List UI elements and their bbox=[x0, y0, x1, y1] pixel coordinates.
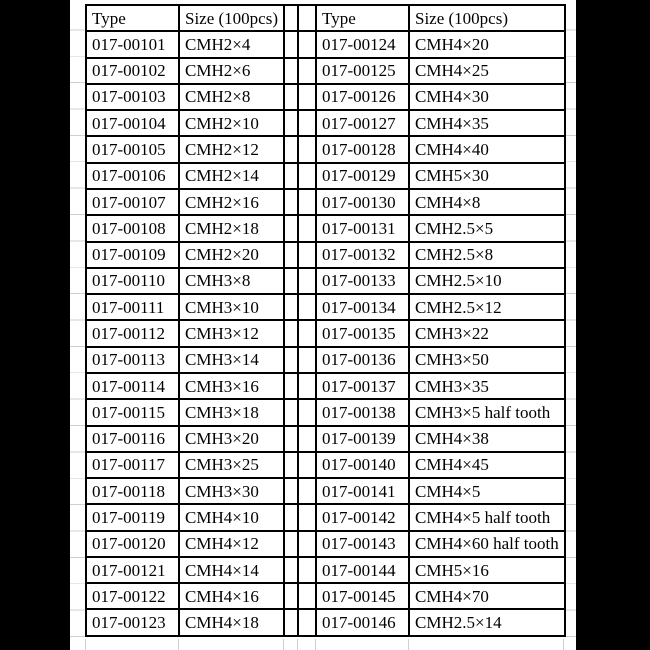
gap-cell bbox=[284, 504, 298, 530]
right-type-cell: 017-00138 bbox=[316, 399, 409, 425]
right-size-cell: CMH3×50 bbox=[409, 347, 565, 373]
right-size-cell: CMH4×40 bbox=[409, 136, 565, 162]
gap-cell bbox=[284, 215, 298, 241]
right-type-cell: 017-00141 bbox=[316, 478, 409, 504]
left-size-cell: CMH3×25 bbox=[179, 452, 284, 478]
left-size-cell: CMH2×18 bbox=[179, 215, 284, 241]
left-type-cell: 017-00104 bbox=[86, 110, 179, 136]
right-type-cell: 017-00132 bbox=[316, 242, 409, 268]
table-row bbox=[86, 242, 565, 268]
left-type-cell: 017-00108 bbox=[86, 215, 179, 241]
left-size-cell: CMH2×12 bbox=[179, 136, 284, 162]
gap-cell bbox=[298, 268, 316, 294]
left-black-bar bbox=[0, 0, 70, 650]
gap-cell bbox=[284, 31, 298, 57]
right-size-cell: CMH2.5×5 bbox=[409, 215, 565, 241]
left-type-cell: 017-00113 bbox=[86, 347, 179, 373]
left-size-cell: CMH2×20 bbox=[179, 242, 284, 268]
table-row bbox=[86, 583, 565, 609]
right-black-bar bbox=[576, 0, 650, 650]
gap-cell bbox=[284, 531, 298, 557]
gap-cell bbox=[298, 531, 316, 557]
gap-cell bbox=[284, 242, 298, 268]
gap-cell bbox=[298, 215, 316, 241]
gap-cell bbox=[298, 373, 316, 399]
table-row bbox=[86, 609, 565, 636]
table-row bbox=[86, 294, 565, 320]
left-type-cell: 017-00110 bbox=[86, 268, 179, 294]
gap-cell bbox=[284, 373, 298, 399]
left-size-cell: CMH3×12 bbox=[179, 320, 284, 346]
left-size-cell: CMH4×16 bbox=[179, 583, 284, 609]
right-type-cell: 017-00140 bbox=[316, 452, 409, 478]
right-type-cell: 017-00133 bbox=[316, 268, 409, 294]
gap-cell bbox=[284, 426, 298, 452]
left-size-cell: CMH2×6 bbox=[179, 58, 284, 84]
left-type-cell: 017-00105 bbox=[86, 136, 179, 162]
right-size-cell: CMH5×30 bbox=[409, 163, 565, 189]
product-spec-table bbox=[85, 4, 566, 637]
left-type-cell: 017-00114 bbox=[86, 373, 179, 399]
left-size-cell: CMH3×8 bbox=[179, 268, 284, 294]
gap-cell bbox=[284, 557, 298, 583]
left-type-cell: 017-00103 bbox=[86, 84, 179, 110]
left-size-cell: CMH2×8 bbox=[179, 84, 284, 110]
left-size-cell: CMH2×10 bbox=[179, 110, 284, 136]
left-type-cell: 017-00101 bbox=[86, 31, 179, 57]
gap-cell bbox=[284, 399, 298, 425]
right-type-cell: 017-00126 bbox=[316, 84, 409, 110]
gap-cell bbox=[284, 347, 298, 373]
right-type-header: Type bbox=[316, 5, 409, 31]
gap-cell bbox=[298, 452, 316, 478]
table-row bbox=[86, 84, 565, 110]
gap-header-cell bbox=[298, 5, 316, 31]
left-size-cell: CMH4×18 bbox=[179, 609, 284, 636]
right-type-cell: 017-00142 bbox=[316, 504, 409, 530]
gap-cell bbox=[298, 136, 316, 162]
right-size-cell: CMH5×16 bbox=[409, 557, 565, 583]
left-size-cell: CMH3×20 bbox=[179, 426, 284, 452]
gap-cell bbox=[298, 347, 316, 373]
table-row bbox=[86, 215, 565, 241]
gap-cell bbox=[298, 189, 316, 215]
gap-cell bbox=[284, 320, 298, 346]
right-type-cell: 017-00135 bbox=[316, 320, 409, 346]
left-type-cell: 017-00115 bbox=[86, 399, 179, 425]
left-type-cell: 017-00107 bbox=[86, 189, 179, 215]
gap-header-cell bbox=[284, 5, 298, 31]
right-size-cell: CMH4×5 bbox=[409, 478, 565, 504]
right-size-cell: CMH4×8 bbox=[409, 189, 565, 215]
table-row bbox=[86, 189, 565, 215]
bottom-margin-gridlines bbox=[85, 639, 565, 650]
left-type-cell: 017-00120 bbox=[86, 531, 179, 557]
right-type-cell: 017-00143 bbox=[316, 531, 409, 557]
left-size-cell: CMH3×14 bbox=[179, 347, 284, 373]
right-type-cell: 017-00124 bbox=[316, 31, 409, 57]
gap-cell bbox=[298, 557, 316, 583]
gap-cell bbox=[298, 399, 316, 425]
right-type-cell: 017-00131 bbox=[316, 215, 409, 241]
right-type-cell: 017-00145 bbox=[316, 583, 409, 609]
right-size-cell: CMH3×5 half tooth bbox=[409, 399, 565, 425]
right-size-cell: CMH4×45 bbox=[409, 452, 565, 478]
table-row bbox=[86, 504, 565, 530]
right-size-cell: CMH2.5×12 bbox=[409, 294, 565, 320]
gap-cell bbox=[284, 110, 298, 136]
table-row bbox=[86, 478, 565, 504]
gap-cell bbox=[298, 320, 316, 346]
gap-cell bbox=[298, 31, 316, 57]
left-type-cell: 017-00106 bbox=[86, 163, 179, 189]
right-type-cell: 017-00137 bbox=[316, 373, 409, 399]
right-type-cell: 017-00139 bbox=[316, 426, 409, 452]
right-type-cell: 017-00128 bbox=[316, 136, 409, 162]
gap-cell bbox=[298, 478, 316, 504]
table-row bbox=[86, 452, 565, 478]
left-size-header: Size (100pcs) bbox=[179, 5, 284, 31]
right-size-cell: CMH4×38 bbox=[409, 426, 565, 452]
table-row bbox=[86, 136, 565, 162]
left-type-cell: 017-00112 bbox=[86, 320, 179, 346]
gap-cell bbox=[298, 84, 316, 110]
gap-cell bbox=[284, 583, 298, 609]
gap-cell bbox=[284, 452, 298, 478]
table-row bbox=[86, 399, 565, 425]
left-size-cell: CMH4×10 bbox=[179, 504, 284, 530]
gap-cell bbox=[284, 136, 298, 162]
left-type-cell: 017-00118 bbox=[86, 478, 179, 504]
right-size-cell: CMH4×5 half tooth bbox=[409, 504, 565, 530]
table-row bbox=[86, 31, 565, 57]
left-type-cell: 017-00121 bbox=[86, 557, 179, 583]
gap-cell bbox=[284, 609, 298, 636]
table-row bbox=[86, 373, 565, 399]
left-size-cell: CMH2×4 bbox=[179, 31, 284, 57]
left-type-header: Type bbox=[86, 5, 179, 31]
right-size-cell: CMH3×22 bbox=[409, 320, 565, 346]
gap-cell bbox=[284, 268, 298, 294]
left-size-cell: CMH4×14 bbox=[179, 557, 284, 583]
right-type-cell: 017-00125 bbox=[316, 58, 409, 84]
gap-cell bbox=[298, 504, 316, 530]
right-size-cell: CMH4×25 bbox=[409, 58, 565, 84]
table-row bbox=[86, 58, 565, 84]
gap-cell bbox=[284, 163, 298, 189]
right-type-cell: 017-00134 bbox=[316, 294, 409, 320]
left-size-cell: CMH3×30 bbox=[179, 478, 284, 504]
gap-cell bbox=[284, 58, 298, 84]
left-type-cell: 017-00122 bbox=[86, 583, 179, 609]
left-type-cell: 017-00117 bbox=[86, 452, 179, 478]
table-row bbox=[86, 110, 565, 136]
left-size-cell: CMH2×14 bbox=[179, 163, 284, 189]
table-row bbox=[86, 531, 565, 557]
left-size-cell: CMH3×10 bbox=[179, 294, 284, 320]
right-type-cell: 017-00146 bbox=[316, 609, 409, 636]
right-size-cell: CMH4×70 bbox=[409, 583, 565, 609]
gap-cell bbox=[298, 58, 316, 84]
left-type-cell: 017-00116 bbox=[86, 426, 179, 452]
gap-cell bbox=[298, 583, 316, 609]
gap-cell bbox=[284, 84, 298, 110]
right-size-cell: CMH2.5×14 bbox=[409, 609, 565, 636]
table-row bbox=[86, 163, 565, 189]
right-size-header: Size (100pcs) bbox=[409, 5, 565, 31]
header-row bbox=[86, 5, 565, 31]
right-type-cell: 017-00136 bbox=[316, 347, 409, 373]
left-type-cell: 017-00111 bbox=[86, 294, 179, 320]
gap-cell bbox=[298, 242, 316, 268]
left-type-cell: 017-00123 bbox=[86, 609, 179, 636]
left-type-cell: 017-00119 bbox=[86, 504, 179, 530]
right-size-cell: CMH2.5×10 bbox=[409, 268, 565, 294]
right-size-cell: CMH4×20 bbox=[409, 31, 565, 57]
left-size-cell: CMH3×16 bbox=[179, 373, 284, 399]
right-size-cell: CMH2.5×8 bbox=[409, 242, 565, 268]
table-body bbox=[86, 5, 565, 636]
right-type-cell: 017-00144 bbox=[316, 557, 409, 583]
right-size-cell: CMH4×35 bbox=[409, 110, 565, 136]
gap-cell bbox=[284, 478, 298, 504]
left-size-cell: CMH3×18 bbox=[179, 399, 284, 425]
gap-cell bbox=[298, 426, 316, 452]
right-size-cell: CMH4×30 bbox=[409, 84, 565, 110]
table-row bbox=[86, 426, 565, 452]
right-type-cell: 017-00130 bbox=[316, 189, 409, 215]
gap-cell bbox=[284, 189, 298, 215]
gap-cell bbox=[298, 609, 316, 636]
left-type-cell: 017-00102 bbox=[86, 58, 179, 84]
left-size-cell: CMH2×16 bbox=[179, 189, 284, 215]
gap-cell bbox=[298, 294, 316, 320]
right-type-cell: 017-00127 bbox=[316, 110, 409, 136]
right-size-cell: CMH4×60 half tooth bbox=[409, 531, 565, 557]
table-row bbox=[86, 268, 565, 294]
gap-cell bbox=[284, 294, 298, 320]
table-row bbox=[86, 347, 565, 373]
left-margin-gridlines bbox=[70, 4, 85, 637]
table-row bbox=[86, 320, 565, 346]
table-row bbox=[86, 557, 565, 583]
gap-cell bbox=[298, 163, 316, 189]
right-type-cell: 017-00129 bbox=[316, 163, 409, 189]
left-size-cell: CMH4×12 bbox=[179, 531, 284, 557]
gap-cell bbox=[298, 110, 316, 136]
left-type-cell: 017-00109 bbox=[86, 242, 179, 268]
right-size-cell: CMH3×35 bbox=[409, 373, 565, 399]
